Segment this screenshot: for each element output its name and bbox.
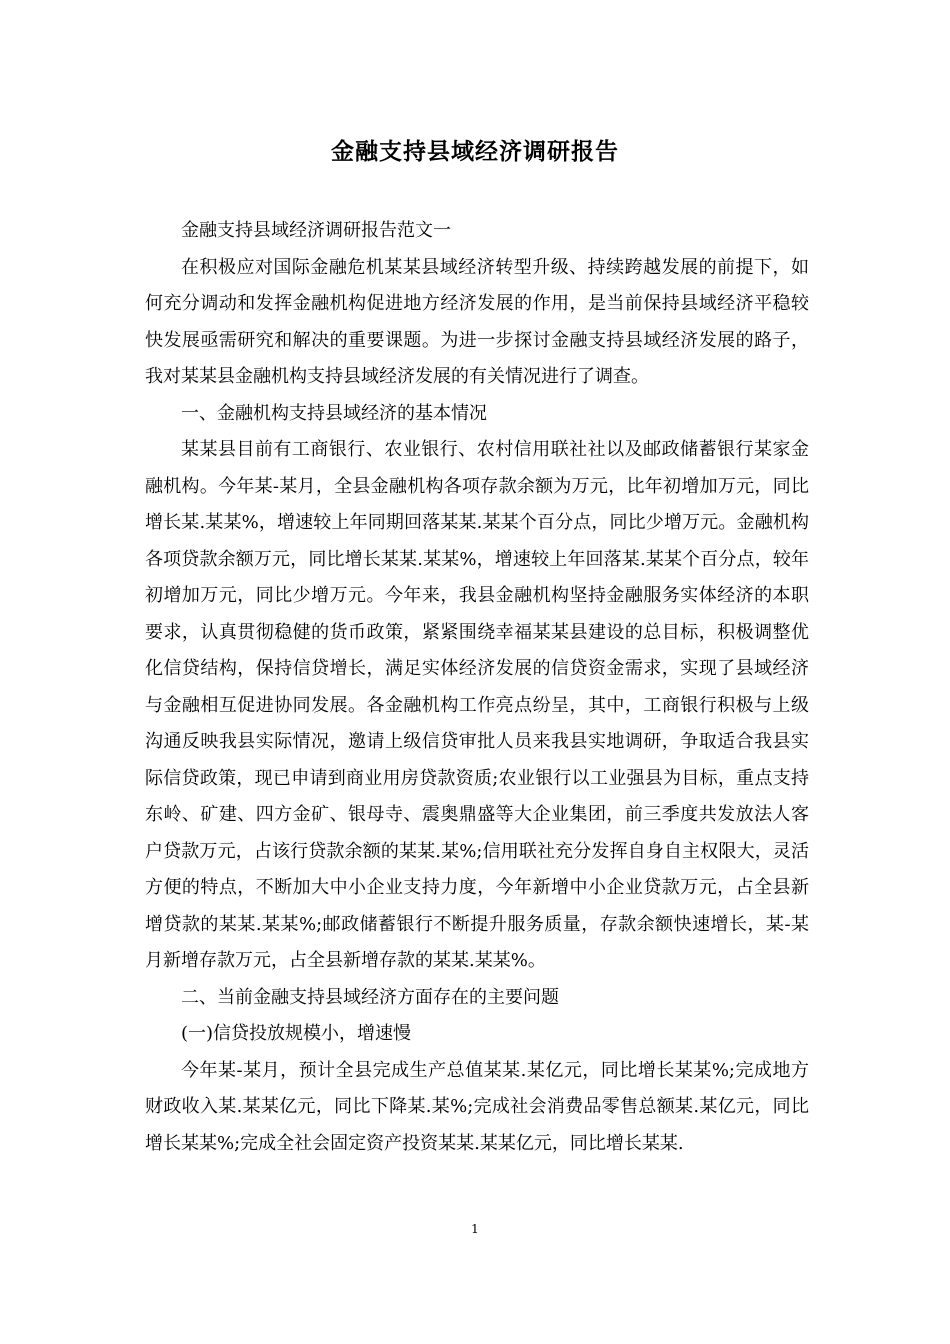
subsection-heading-1: (一)信贷投放规模小，增速慢 [181,1023,412,1044]
intro-paragraph: 在积极应对国际金融危机某某县域经济转型升级、持续跨越发展的前提下，如何充分调动和发挥金融机构促进地方经济发展的作用，是当前保持县域经济平稳较快发展亟需研究和解决的重要课题。为进一步探讨金融支持县域经济发展的路子，我对某某县金融机构支持县域经济发展的有关情况进行了调查。 [145,256,809,387]
body-paragraph: 某某县目前有工商银行、农业银行、农村信用联社社以及邮政储蓄银行某家金融机构。今年某-某月，全县金融机构各项存款余额为万元，比年初增加万元，同比增长某.某某%，增速较上年同期回落某某.某某个百分点，同比少增万元。金融机构各项贷款余额万元，同比增长某某.某某%，增速较上年回落某.某某个百分点，较年初增加万元，同比少增万元。今年来，我县金融机构坚持金融服务实体经济的本职要求，认真贯彻稳健的货币政策，紧紧围绕幸福某某县建设的总目标，积极调整优化信贷结构，保持信贷增长，满足实体经济发展的信贷资金需求，实现了县域经济与金融相互促进协同发展。各金融机构工作亮点纷呈，其中，工商银行积极与上级沟通反映我县实际情况，邀请上级信贷审批人员来我县实地调研，争取适合我县实际信贷政策，现已申请到商业用房贷款资质;农业银行以工业强县为目标，重点支持东岭、矿建、四方金矿、银母寺、震奥鼎盛等大企业集团，前三季度共发放法人客户贷款万元，占该行贷款余额的某某.某%;信用联社充分发挥自身自主权限大，灵活方便的特点，不断加大中小企业支持力度，今年新增中小企业贷款万元，占全县新增贷款的某某.某某%;邮政储蓄银行不断提升服务质量，存款余额快速增长，某-某月新增存款万元，占全县新增存款的某某.某某%。 [145,439,809,971]
subtitle-paragraph: 金融支持县域经济调研报告范文一 [181,220,451,241]
body-paragraph: 今年某-某月，预计全县完成生产总值某某.某亿元，同比增长某某%;完成地方财政收入某.某某亿元，同比下降某.某%;完成社会消费品零售总额某.某亿元，同比增长某某%;完成全社会固定资产投资某某.某某亿元，同比增长某某. [145,1059,809,1154]
document-body [145,213,809,1162]
page-number: 1 [471,1222,479,1236]
document-title: 金融支持县域经济调研报告 [331,138,619,166]
section-heading-2: 二、当前金融支持县域经济方面存在的主要问题 [181,986,559,1008]
section-heading-1: 一、金融机构支持县域经济的基本情况 [181,402,487,424]
